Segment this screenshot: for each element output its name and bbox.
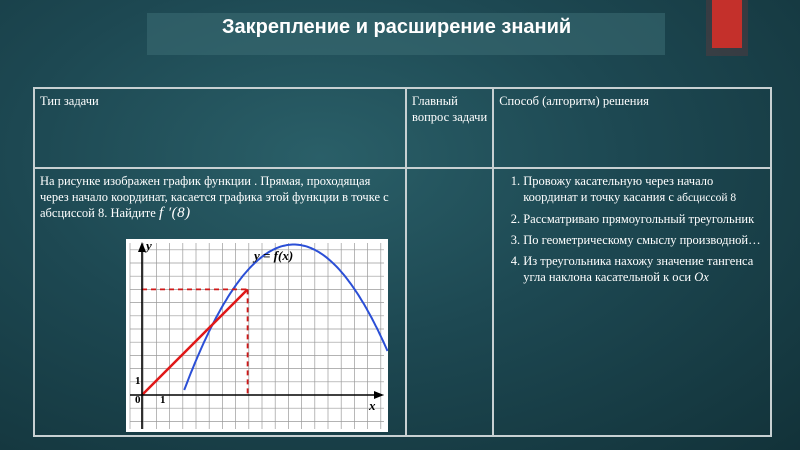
header-method: Способ (алгоритм) решения xyxy=(493,88,771,168)
y-tick-label: 1 xyxy=(135,375,141,387)
graph-svg xyxy=(126,239,388,432)
task-text xyxy=(40,173,392,221)
steps-cell xyxy=(493,168,771,436)
y-axis-label: y xyxy=(146,239,152,253)
step-item xyxy=(523,173,765,206)
step-item xyxy=(523,211,765,227)
x-axis-label: x xyxy=(369,398,376,413)
step-item xyxy=(523,232,765,248)
function-label: y = f(x) xyxy=(254,248,294,263)
axis-label-ox: Ox xyxy=(694,270,709,284)
step-text: Из треугольника нахожу значение тангенса угла наклона касательной к оси xyxy=(523,254,754,284)
derivative-formula: f ′(8) xyxy=(158,205,191,221)
task-statement: На рисунке изображен график функции . Прямая, проходящая через начало координат, касается графика этой функции в точке с абсциссой 8. Найдите xyxy=(40,174,389,220)
step-text: Провожу касательную через начало координат и точку касания с xyxy=(523,174,714,204)
accent-bar xyxy=(712,0,742,48)
step-text: Рассматриваю прямоугольный треугольник xyxy=(523,212,755,226)
slide-title: Закрепление и расширение знаний xyxy=(222,16,572,38)
x-tick-label: 1 xyxy=(160,394,166,406)
question-cell xyxy=(406,168,493,436)
function-graph xyxy=(126,239,388,432)
header-main-question: Главный вопрос задачи xyxy=(406,88,493,168)
origin-label: 0 xyxy=(135,394,141,406)
step-text: По геометрическому смыслу производной… xyxy=(523,233,761,247)
header-task-type: Тип задачи xyxy=(34,88,406,168)
table-header-row xyxy=(34,88,771,168)
step-item xyxy=(523,253,765,285)
steps-list xyxy=(499,173,765,285)
step-small-text: абсциссой 8 xyxy=(677,192,737,204)
